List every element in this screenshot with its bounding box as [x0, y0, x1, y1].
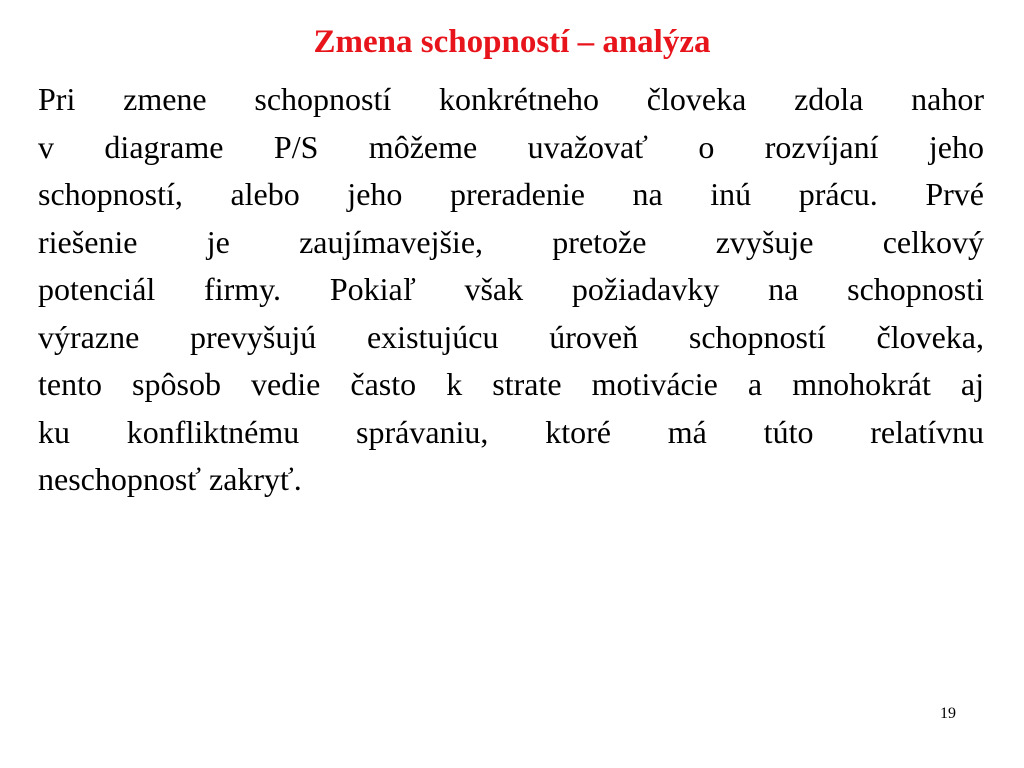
body-line-4: riešenie je zaujímavejšie, pretože zvyšuje celkový: [38, 223, 984, 260]
body-line-5: potenciál firmy. Pokiaľ však požiadavky na schopnosti: [38, 271, 984, 307]
slide-title: Zmena schopností – analýza: [313, 24, 711, 60]
body-line-9: neschopnosť zakryť.: [38, 461, 302, 497]
body-line-7: tento spôsob vedie často k strate motivácie a mnohokrát aj: [38, 366, 984, 402]
page-number: 19: [940, 705, 956, 722]
body-line-2: v diagrame P/S môžeme uvažovať o rozvíjaní jeho: [38, 128, 984, 165]
body-line-3: schopností, alebo jeho preradenie na inú prácu. Prvé: [38, 176, 984, 212]
body-line-8: ku konfliktnému správaniu, ktoré má túto relatívnu: [38, 413, 984, 450]
body-line-6: výrazne prevyšujú existujúcu úroveň schopností človeka,: [38, 318, 984, 355]
body-line-1: Pri zmene schopností konkrétneho človeka zdola nahor: [38, 81, 984, 117]
slide-body-text: [38, 76, 984, 504]
